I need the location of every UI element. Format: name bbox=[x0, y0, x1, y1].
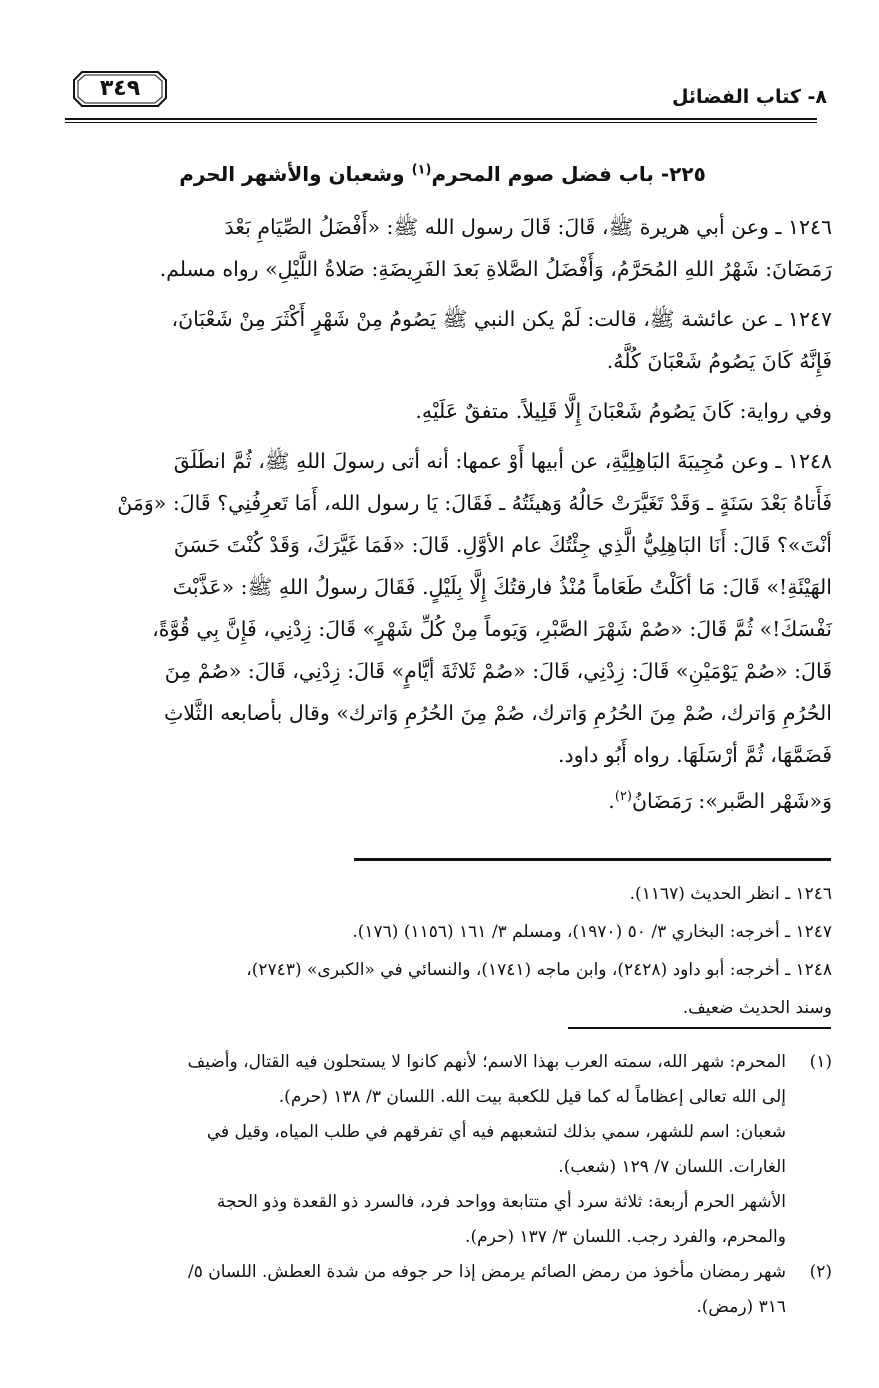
hadith-1247-line2: فَإِنَّهُ كَانَ يَصُومُ شَعْبَانَ كُلَّهُ. bbox=[606, 349, 832, 373]
footnote-1-line4: الغارات. اللسان ٧/ ١٢٩ (شعب). bbox=[558, 1157, 786, 1177]
gloss-footnote-ref: (٢) bbox=[614, 789, 632, 804]
hadith-1248-line8: فَضَمَّهَا، ثُمَّ أرْسَلَهَا. رواه أَبُو داود. bbox=[557, 743, 832, 767]
reference-1247: ١٢٤٧ ـ أخرجه: البخاري ٣/ ٥٠ (١٩٧٠)، ومسلم ٣/ ١٦١ (١١٥٦) (١٧٦). bbox=[352, 922, 832, 942]
footnote-2-line1 bbox=[62, 1255, 832, 1290]
footnotes bbox=[62, 1045, 832, 1325]
header-rule bbox=[65, 118, 817, 120]
footnote-2-number: (٢) bbox=[809, 1262, 832, 1282]
title-footnote-ref: (١) bbox=[411, 162, 432, 178]
gloss-text: وَ«شَهْر الصَّبر»: رَمَضَانُ bbox=[631, 788, 832, 813]
footnote-2-text: شهر رمضان مأخوذ من رمض الصائم يرمض إذا حر جوفه من شدة العطش. اللسان ٥/ bbox=[187, 1262, 786, 1282]
hadith-1246-line1: ١٢٤٦ ـ وعن أبي هريرة ﷺ، قَالَ: قَالَ رسول الله ﷺ: «أَفْضَلُ الصِّيَامِ بَعْدَ bbox=[224, 215, 832, 239]
hadith-1247-variant: وفي رواية: كَانَ يَصُومُ شَعْبَانَ إِلَّا قَلِيلاً. متفقٌ عَلَيْهِ. bbox=[415, 399, 832, 423]
footnote-1-line1 bbox=[62, 1045, 832, 1080]
chapter-title bbox=[60, 162, 825, 186]
page-number: ٣٤٩ bbox=[99, 76, 141, 101]
hadith-1246-line2: رَمَضَانَ: شَهْرُ اللهِ المُحَرَّمُ، وَأَفْضَلُ الصَّلاةِ بَعدَ الفَرِيضَةِ: صَلاةُ اللَّيْلِ» رواه مسلم. bbox=[159, 257, 832, 281]
hadith-1247-line1: ١٢٤٧ ـ عن عائشة ﷺ، قالت: لَمْ يكن النبي ﷺ يَصُومُ مِنْ شَهْرٍ أَكْثَرَ مِنْ شَعْبَانَ، bbox=[171, 307, 832, 331]
references bbox=[62, 875, 832, 1027]
page-number-frame bbox=[72, 70, 168, 108]
title-text: ٢٢٥- باب فضل صوم المحرم bbox=[431, 162, 706, 186]
gloss-line: وَ«شَهْر الصَّبر»: رَمَضَانُ$^{(٢)}$. bbox=[608, 788, 832, 813]
reference-1248: ١٢٤٨ ـ أخرجه: أبو داود (٢٤٢٨)، وابن ماجه (١٧٤١)، والنسائي في «الكبرى» (٢٧٤٣)، bbox=[246, 960, 832, 980]
reference-1248-cont: وسند الحديث ضعيف. bbox=[682, 998, 832, 1018]
hadith-1248-line1: ١٢٤٨ ـ وعن مُجِيبَةَ البَاهِلِيَّةِ، عن أبيها أَوْ عمها: أنه أتى رسولَ اللهِ ﷺ، ثُمَّ انطَلَقَ bbox=[173, 449, 832, 473]
footnote-1-text: المحرم: شهر الله، سمته العرب بهذا الاسم؛ لأنهم كانوا لا يستحلون فيه القتال، وأضيف bbox=[187, 1052, 786, 1072]
hadith-1248-line2: فَأَتاهُ بَعْدَ سَنَةٍ ـ وَقَدْ تَغَيَّرَتْ حَالُهُ وَهيئَتُهُ ـ فَقَالَ: يَا رسول الله، أَمَا تَعرِفُنِي؟ قَالَ: «وَمَنْ bbox=[117, 491, 832, 515]
footnote-1-line6: والمحرم، والفرد رجب. اللسان ٣/ ١٣٧ (حرم). bbox=[465, 1227, 786, 1247]
hadith-1248-line6: قَالَ: «صُمْ يَوْمَيْنِ» قَالَ: زِدْنِي، قَالَ: «صُمْ ثَلاثَةَ أيَّامٍ» قَالَ: زِدْنِي، قَالَ: «صُمْ مِنَ bbox=[164, 659, 832, 683]
hadith-1248-line3: أنْتَ»؟ قَالَ: أَنَا البَاهِلِيُّ الَّذِي جِئْتُكَ عام الأوَّلِ. قَالَ: «فَمَا غَيَّرَكَ، وَقَدْ كُنْتَ حَسَنَ bbox=[173, 533, 832, 557]
footnote-1-number: (١) bbox=[809, 1052, 832, 1072]
hadith-1248-line4: الهَيْئَةِ!» قَالَ: مَا أكَلْتُ طَعَاماً مُنْذُ فارقتُكَ إِلَّا بِلَيْلٍ. فَقَالَ رسولُ اللهِ ﷺ: «عَذَّبْتَ bbox=[172, 575, 832, 599]
references-separator bbox=[354, 858, 831, 861]
hadith-1248-line5: نَفْسَكَ!» ثُمَّ قَالَ: «صُمْ شَهْرَ الصَّبْرِ، وَيَوماً مِنْ كُلِّ شَهْرٍ» قَالَ: زِدْنِي، فَإِنَّ بِي قُوَّةً، bbox=[152, 617, 832, 641]
running-header-chapter: ٨- كتاب الفضائل bbox=[671, 86, 827, 108]
footnote-1-line2: إلى الله تعالى إعظاماً له كما قيل للكعبة بيت الله. اللسان ٣/ ١٣٨ (حرم). bbox=[278, 1087, 786, 1107]
footnotes-separator bbox=[568, 1027, 831, 1029]
footnote-1-line3: شعبان: اسم للشهر، سمي بذلك لتشعبهم فيه أي تفرقهم في طلب المياه، وقيل في bbox=[206, 1122, 786, 1142]
header-rule-thin bbox=[65, 122, 817, 123]
reference-1246: ١٢٤٦ ـ انظر الحديث (١١٦٧). bbox=[629, 884, 832, 904]
main-text bbox=[60, 206, 832, 822]
footnote-2-line2: ٣١٦ (رمض). bbox=[696, 1297, 786, 1317]
footnote-1-line5: الأشهر الحرم أربعة: ثلاثة سرد أي متتابعة وواحد فرد، فالسرد ذو القعدة وذو الحجة bbox=[216, 1192, 786, 1212]
hadith-1248-line7: الحُرُمِ وَاترك، صُمْ مِنَ الحُرُمِ وَاترك، صُمْ مِنَ الحُرُمِ وَاترك» وقال بأصابعه الثَّلاثِ bbox=[164, 701, 832, 725]
title-text-rest: وشعبان والأشهر الحرم bbox=[179, 162, 412, 186]
